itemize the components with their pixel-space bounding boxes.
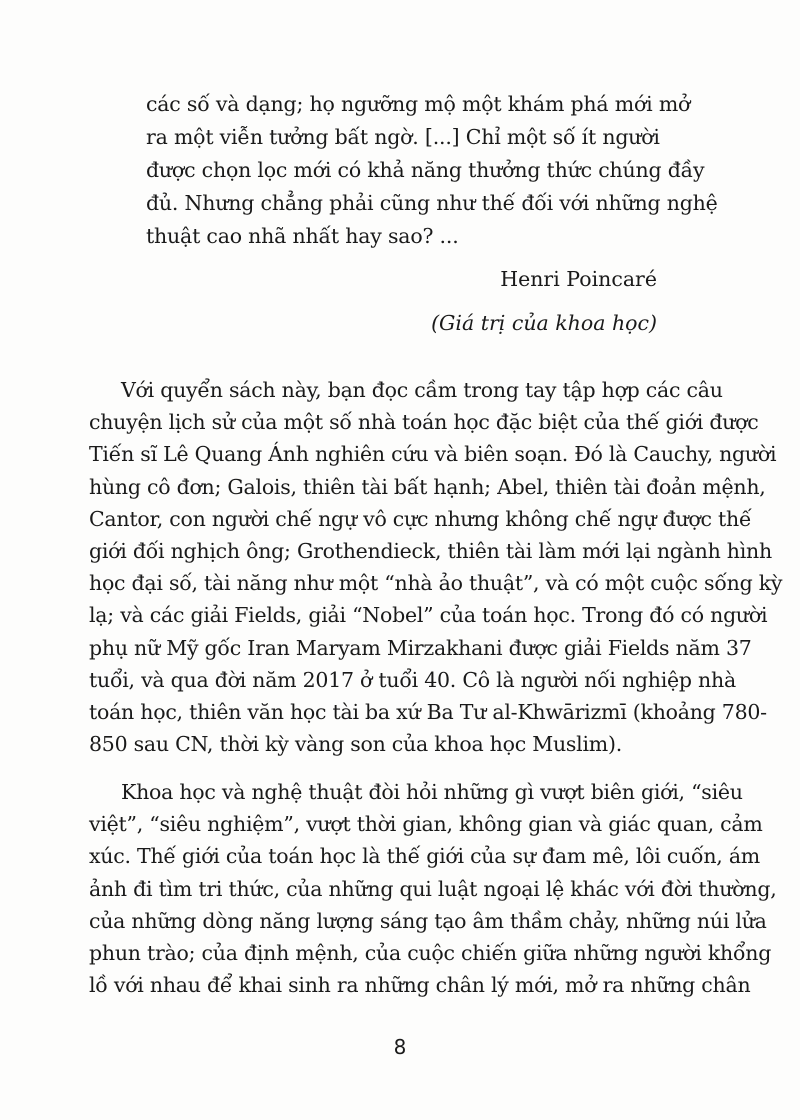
- quote-line: ra một viễn tưởng bất ngờ. [...] Chỉ một số ít người: [146, 125, 660, 149]
- paragraph-line: Với quyển sách này, bạn đọc cầm trong tay tập hợp các câu: [121, 378, 723, 402]
- paragraph-line: học đại số, tài năng như một “nhà ảo thuật”, và có một cuộc sống kỳ: [89, 571, 783, 596]
- paragraph-line: ảnh đi tìm tri thức, của những qui luật ngoại lệ khác với đời thường,: [89, 876, 777, 901]
- body-paragraph-1: [89, 374, 783, 760]
- epigraph-quote: [146, 88, 718, 253]
- quote-line: đủ. Nhưng chẳng phải cũng như thế đối với những nghệ: [146, 191, 718, 215]
- quote-source-work: (Giá trị của khoa học): [431, 311, 657, 335]
- paragraph-line: lồ với nhau để khai sinh ra những chân lý mới, mở ra những chân: [89, 973, 751, 998]
- paragraph-line: lạ; và các giải Fields, giải “Nobel” của toán học. Trong đó có người: [89, 603, 768, 628]
- paragraph-line: giới đối nghịch ông; Grothendieck, thiên tài làm mới lại ngành hình: [89, 539, 772, 564]
- body-paragraph-2: [89, 776, 777, 1001]
- quote-line: thuật cao nhã nhất hay sao? ...: [146, 224, 459, 248]
- paragraph-line: phụ nữ Mỹ gốc Iran Maryam Mirzakhani được giải Fields năm 37: [89, 635, 752, 660]
- page-number: 8: [393, 1035, 407, 1059]
- quote-line: các số và dạng; họ ngưỡng mộ một khám phá mới mở: [146, 92, 691, 116]
- paragraph-line: chuyện lịch sử của một số nhà toán học đặc biệt của thế giới được: [89, 410, 759, 435]
- paragraph-line: phun trào; của định mệnh, của cuộc chiến giữa những người khổng: [89, 941, 772, 966]
- paragraph-line: Khoa học và nghệ thuật đòi hỏi những gì vượt biên giới, “siêu: [121, 780, 743, 804]
- paragraph-line: hùng cô đơn; Galois, thiên tài bất hạnh; Abel, thiên tài đoản mệnh,: [89, 474, 766, 499]
- paragraph-line: Tiến sĩ Lê Quang Ánh nghiên cứu và biên soạn. Đó là Cauchy, người: [89, 442, 777, 467]
- paragraph-line: việt”, “siêu nghiệm”, vượt thời gian, không gian và giác quan, cảm: [89, 812, 763, 837]
- paragraph-line: tuổi, và qua đời năm 2017 ở tuổi 40. Cô là người nối nghiệp nhà: [89, 667, 736, 692]
- quote-author: Henri Poincaré: [500, 267, 657, 291]
- paragraph-line: 850 sau CN, thời kỳ vàng son của khoa học Muslim).: [89, 732, 623, 757]
- paragraph-line: xúc. Thế giới của toán học là thế giới của sự đam mê, lôi cuốn, ám: [89, 844, 760, 869]
- quote-line: được chọn lọc mới có khả năng thưởng thức chúng đầy: [146, 158, 705, 182]
- paragraph-line: Cantor, con người chế ngự vô cực nhưng không chế ngự được thế: [89, 506, 752, 531]
- paragraph-line: của những dòng năng lượng sáng tạo âm thầm chảy, những núi lửa: [89, 908, 767, 933]
- paragraph-line: toán học, thiên văn học tài ba xứ Ba Tư al-Khwārizmī (khoảng 780-: [89, 700, 767, 725]
